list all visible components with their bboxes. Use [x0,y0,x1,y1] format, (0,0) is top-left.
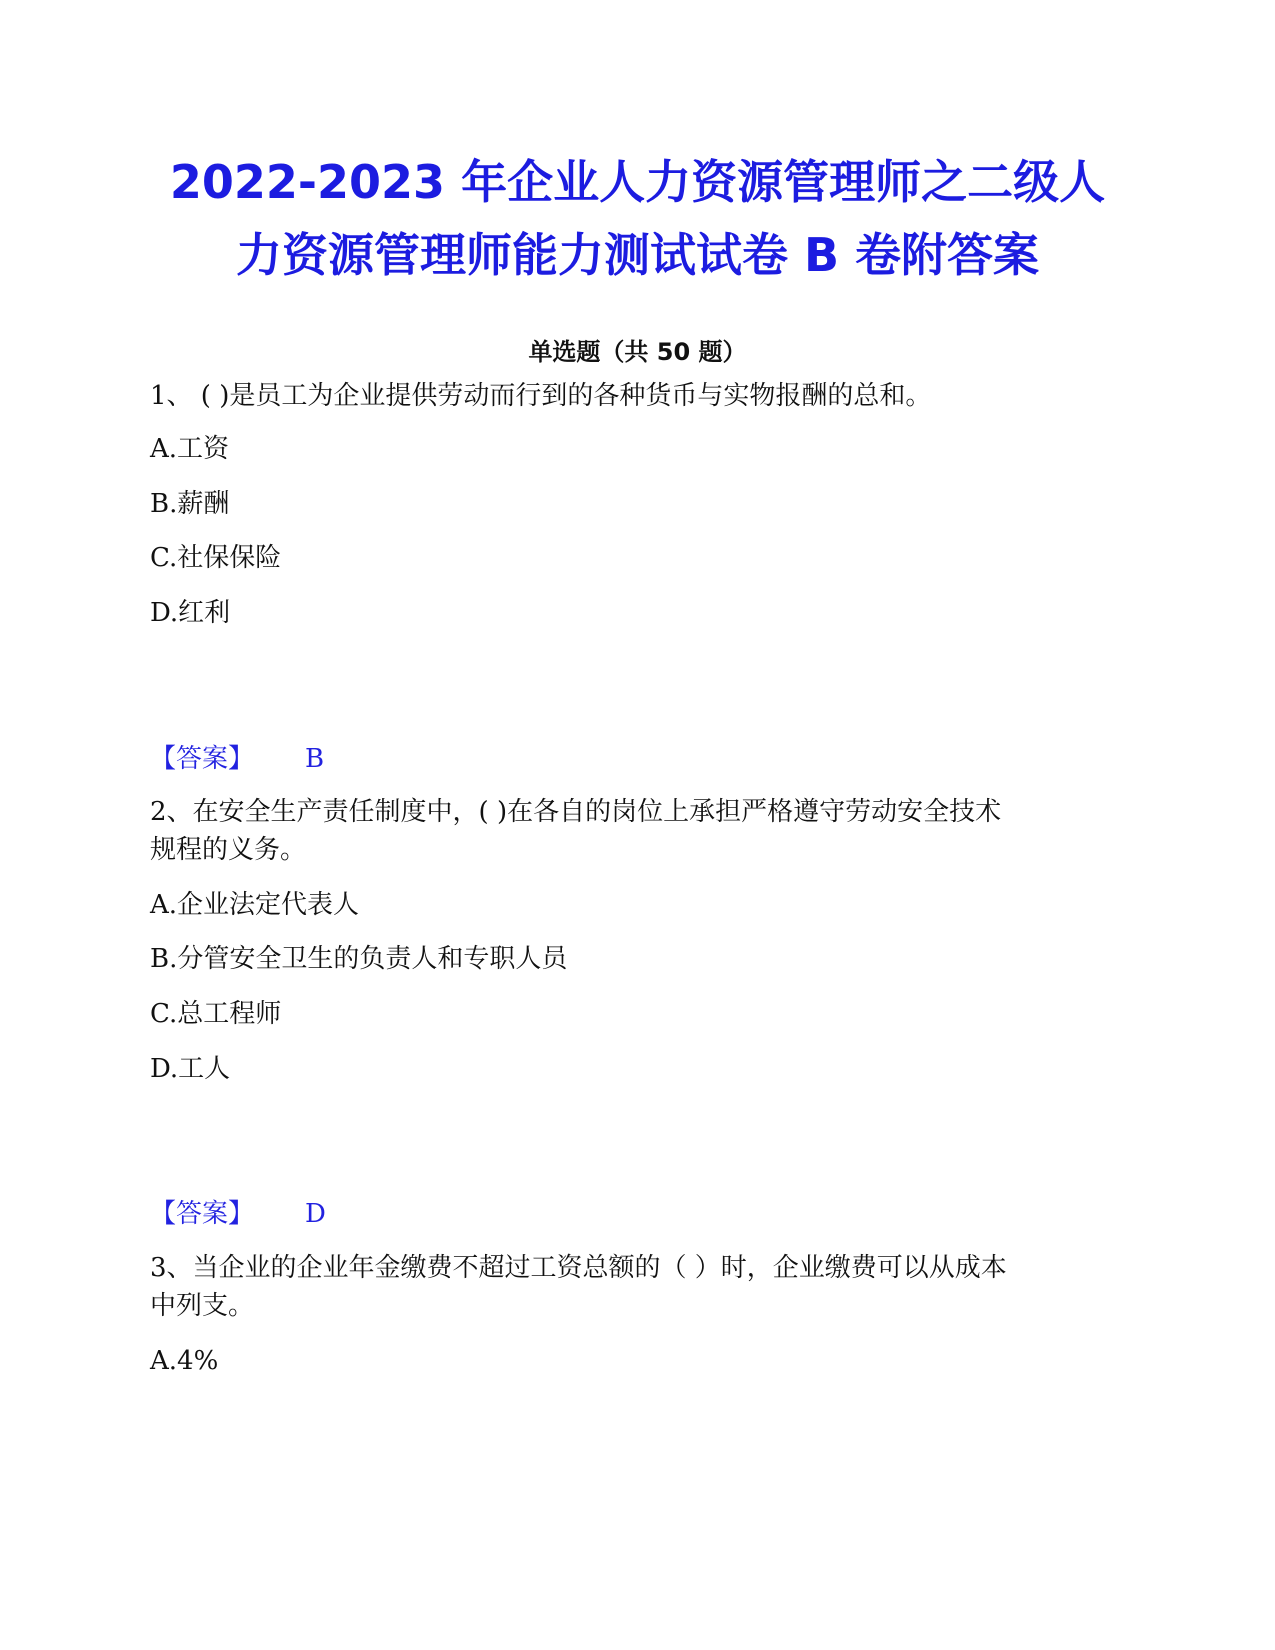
question-2-option-b: B.分管安全卫生的负责人和专职人员 [150,944,568,974]
question-3-option-a: A.4% [150,1346,219,1376]
question-1-option-d: D.红利 [150,598,231,628]
question-3-stem-line-1: 3、当企业的企业年金缴费不超过工资总额的（ ）时，企业缴费可以从成本 [150,1253,1007,1283]
question-3-stem-line-2: 中列支。 [150,1291,255,1321]
question-1-answer [150,744,324,774]
question-2-option-a: A.企业法定代表人 [150,890,360,920]
question-2-answer [150,1199,326,1229]
answer-value: B [305,744,325,774]
answer-label: 【答案】 [150,744,255,774]
document-title-line-1: 2022-2023 年企业人力资源管理师之二级人 [169,155,1106,209]
question-2-option-d: D.工人 [150,1054,231,1084]
answer-value: D [305,1199,326,1229]
document-title-line-2: 力资源管理师能力测试试卷 B 卷附答案 [235,228,1040,282]
question-1-stem: 1、 ( )是员工为企业提供劳动而行到的各种货币与实物报酬的总和。 [150,381,932,411]
question-1-option-c: C.社保保险 [150,543,282,573]
question-2-option-c: C.总工程师 [150,999,282,1029]
question-2-stem-line-1: 2、在安全生产责任制度中，( )在各自的岗位上承担严格遵守劳动安全技术 [150,797,1002,827]
question-1-option-b: B.薪酬 [150,489,230,519]
question-1-option-a: A.工资 [150,434,230,464]
answer-label: 【答案】 [150,1199,255,1229]
question-2-stem-line-2: 规程的义务。 [150,835,307,865]
section-heading: 单选题（共 50 题） [528,338,747,366]
